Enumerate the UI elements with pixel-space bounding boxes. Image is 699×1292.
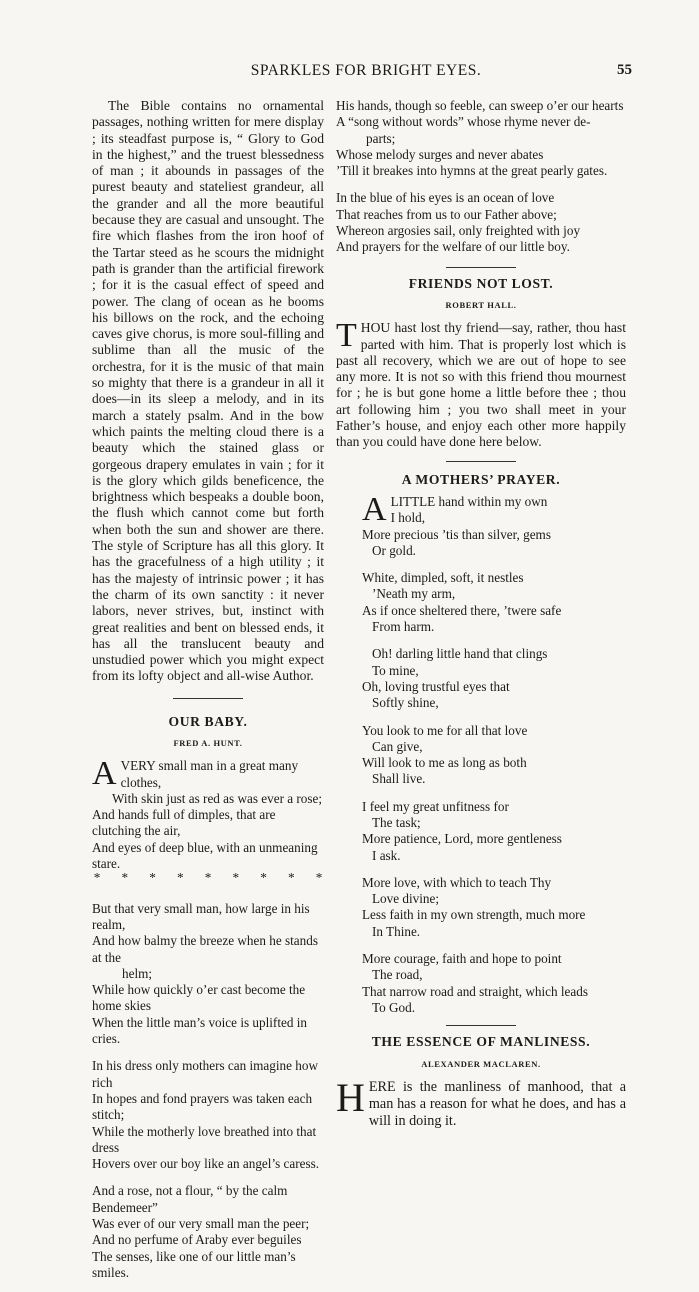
poem-line: Less faith in my own strength, much more (362, 907, 586, 923)
poem-line: That narrow road and straight, which leads (362, 983, 588, 999)
poem-stanza (336, 98, 626, 179)
poem-line: Was ever of our very small man the peer; (92, 1216, 310, 1231)
poem-line: Or gold. (372, 542, 416, 558)
poem-line: Whose melody surges and never abates (336, 146, 544, 162)
asterisk: * (121, 870, 129, 886)
running-title: SPARKLES FOR BRIGHT EYES. (250, 62, 482, 79)
poem-stanza (362, 490, 626, 559)
our-baby-poem (92, 755, 324, 1281)
poem-line: Hovers over our boy like an angel’s caress. (92, 1156, 320, 1172)
asterisk: * (93, 870, 101, 886)
poem-line: Shall live. (372, 771, 426, 787)
poem-line: A “song without words” whose rhyme never de- (336, 114, 591, 130)
poem-stanza (362, 799, 626, 864)
asterisk: * (176, 870, 184, 886)
poem-line: Whereon argosies sail, only freighted with joy (336, 223, 581, 239)
poem-line: You look to me for all that love (362, 722, 528, 738)
poem-line: helm; (122, 965, 153, 981)
section-divider (446, 461, 516, 462)
poem-line: With skin just as red as was ever a rose; (112, 790, 323, 806)
poem-line: More patience, Lord, more gentleness (362, 831, 562, 847)
poem-stanza (362, 951, 626, 1016)
poem-line: White, dimpled, soft, it nestles (362, 570, 524, 586)
mothers-prayer-title: A MOTHERS’ PRAYER. (401, 471, 561, 487)
poem-line: But that very small man, how large in his realm, (92, 900, 310, 932)
our-baby-title: OUR BABY. (168, 713, 248, 729)
poem-line: And no perfume of Araby ever beguiles (92, 1232, 302, 1248)
poem-line: I hold, (390, 510, 425, 526)
our-baby-poem-continued (336, 98, 626, 256)
drop-cap: A (362, 490, 387, 528)
poem-line: Love divine; (372, 891, 440, 907)
poem-stanza (362, 875, 626, 940)
poem-line: More courage, faith and hope to point (362, 951, 562, 967)
poem-line: In his dress only mothers can imagine how rich (92, 1058, 318, 1090)
poem-line: And prayers for the welfare of our little boy. (336, 239, 570, 255)
asterisk: * (149, 870, 156, 886)
poem-line: Softly shine, (372, 695, 439, 711)
section-divider (446, 267, 516, 268)
left-column (92, 98, 324, 1292)
poem-line: VERY small man in a great many clothes, (120, 758, 299, 790)
poem-line: I ask. (372, 847, 401, 863)
bible-paragraph: The Bible contains no ornamental passages, nothing written for mere display ; its steadfast purpose is, “ Glory to God in the highest,” and the truest blessedness of man ; it abounds in passages of the purest beauty and stateliest grandeur, all the grander and all the more beautiful because they are casual and unsought. The fire which flashes from the iron hoof of the Tartar steed as he scours the midnight path is grander than the artificial firework ; for it is the casual effect of speed and power. The clang of ocean as he booms his billows on the rock, and the echoing caves give chorus, is more soul-filling and sublime than all the music of the orchestra, for it is the music of that main so mighty that there is a grandeur in all it does—in its sleep a melody, and in its march a stately psalm. And in the bow which paints the melting cloud there is a beauty which the stained glass or gorgeous drapery emulates in vain ; for it is the glory which gilds beneficence, the brightness which bespeaks a double boon, the flush which cannot come but forth when both the sun and shower are there. The style of Scripture has all this glory. It has the gracefulness of a high utility ; it has the majesty of intrinsic power ; it has the charm of its own sanctity : it never labors, never strives, but, instinct with great realities and bent on blessed ends, it has all the translucent beauty and unstudied power which you might expect from its lofty object and all-wise Author. (92, 98, 324, 684)
essence-of-manliness-title: THE ESSENCE OF MANLINESS. (371, 1034, 591, 1050)
our-baby-author: FRED A. HUNT. (173, 737, 243, 748)
poem-stanza (92, 901, 324, 1048)
drop-cap: H (336, 1074, 365, 1120)
poem-stanza (92, 1183, 324, 1281)
asterisk: * (287, 870, 295, 886)
poem-line: Oh! darling little hand that clings (372, 646, 548, 662)
poem-line: The road, (372, 967, 423, 983)
poem-stanza (362, 570, 626, 635)
drop-cap: T (336, 317, 357, 355)
poem-line: Can give, (372, 738, 423, 754)
poem-line: And a rose, not a flour, “ by the calm Bendemeer” (92, 1183, 288, 1215)
section-divider (446, 1025, 516, 1026)
poem-line: In the blue of his eyes is an ocean of love (336, 190, 555, 206)
asterisk: * (232, 870, 240, 886)
poem-line: His hands, though so feeble, can sweep o’er our hearts (336, 98, 624, 113)
poem-line: And how balmy the breeze when he stands at the (92, 933, 318, 965)
asterisk-divider (92, 870, 324, 886)
drop-cap: A (92, 755, 117, 793)
poem-line: parts; (366, 130, 396, 146)
poem-line: As if once sheltered there, ’twere safe (362, 602, 562, 618)
essence-of-manliness-paragraph (336, 1074, 626, 1130)
poem-line: And hands full of dimples, that are clutching the air, (92, 807, 276, 839)
poem-line: When the little man’s voice is uplifted in cries. (92, 1014, 307, 1047)
poem-line: I feel my great unfitness for (362, 798, 509, 814)
poem-stanza (336, 190, 626, 255)
poem-line: That reaches from us to our Father above; (336, 206, 557, 222)
poem-line: To God. (372, 999, 416, 1015)
manliness-text: ERE is the manliness of manhood, that a man has a reason for what he does, and has a will in doing it. (368, 1078, 626, 1129)
friends-text: HOU hast lost thy friend—say, rather, thou hast parted with him. That is properly lost which is past all recovery, which we are out of hope to see any more. It is not so with this friend thou mournest for ; he is but gone home a little before thee ; thou art following him ; you two shall meet in your Father’s house, and enjoy each other more happily than you could have done here below. (336, 320, 626, 450)
poem-line: Will look to me as long as both (362, 755, 527, 771)
asterisk: * (260, 870, 267, 886)
poem-line: From harm. (372, 619, 435, 635)
friends-not-lost-paragraph (336, 317, 626, 450)
poem-line: And eyes of deep blue, with an unmeaning stare. (92, 839, 318, 872)
page-header (100, 62, 632, 82)
poem-line: ’Neath my arm, (372, 586, 456, 602)
poem-line: In hopes and fond prayers was taken each stitch; (92, 1090, 313, 1123)
asterisk: * (315, 870, 323, 886)
poem-line: ’Till it breakes into hymns at the great pearly gates. (336, 163, 608, 179)
poem-line: To mine, (372, 662, 419, 678)
poem-stanza (362, 646, 626, 711)
asterisk: * (204, 870, 212, 886)
poem-line: The task; (372, 814, 421, 830)
poem-stanza (92, 755, 324, 872)
right-column (336, 98, 626, 1130)
section-divider (173, 698, 243, 699)
poem-line: More precious ’tis than silver, gems (362, 526, 551, 542)
poem-line: While how quickly o’er cast become the home skies (92, 982, 306, 1014)
essence-of-manliness-author: ALEXANDER MACLAREN. (421, 1058, 541, 1069)
poem-line: The senses, like one of our little man’s smiles. (92, 1248, 296, 1280)
friends-not-lost-title: FRIENDS NOT LOST. (408, 275, 554, 291)
poem-line: In Thine. (372, 923, 421, 939)
friends-not-lost-author: ROBERT HALL. (445, 299, 517, 310)
poem-line: Oh, loving trustful eyes that (362, 678, 510, 694)
poem-stanza (362, 723, 626, 788)
page-number: 55 (617, 62, 632, 78)
poem-line: More love, with which to teach Thy (362, 874, 552, 890)
mothers-prayer-poem (336, 490, 626, 1016)
poem-line: LITTLE hand within my own (390, 493, 548, 509)
poem-line: While the motherly love breathed into that dress (92, 1123, 317, 1155)
poem-stanza (92, 1058, 324, 1172)
